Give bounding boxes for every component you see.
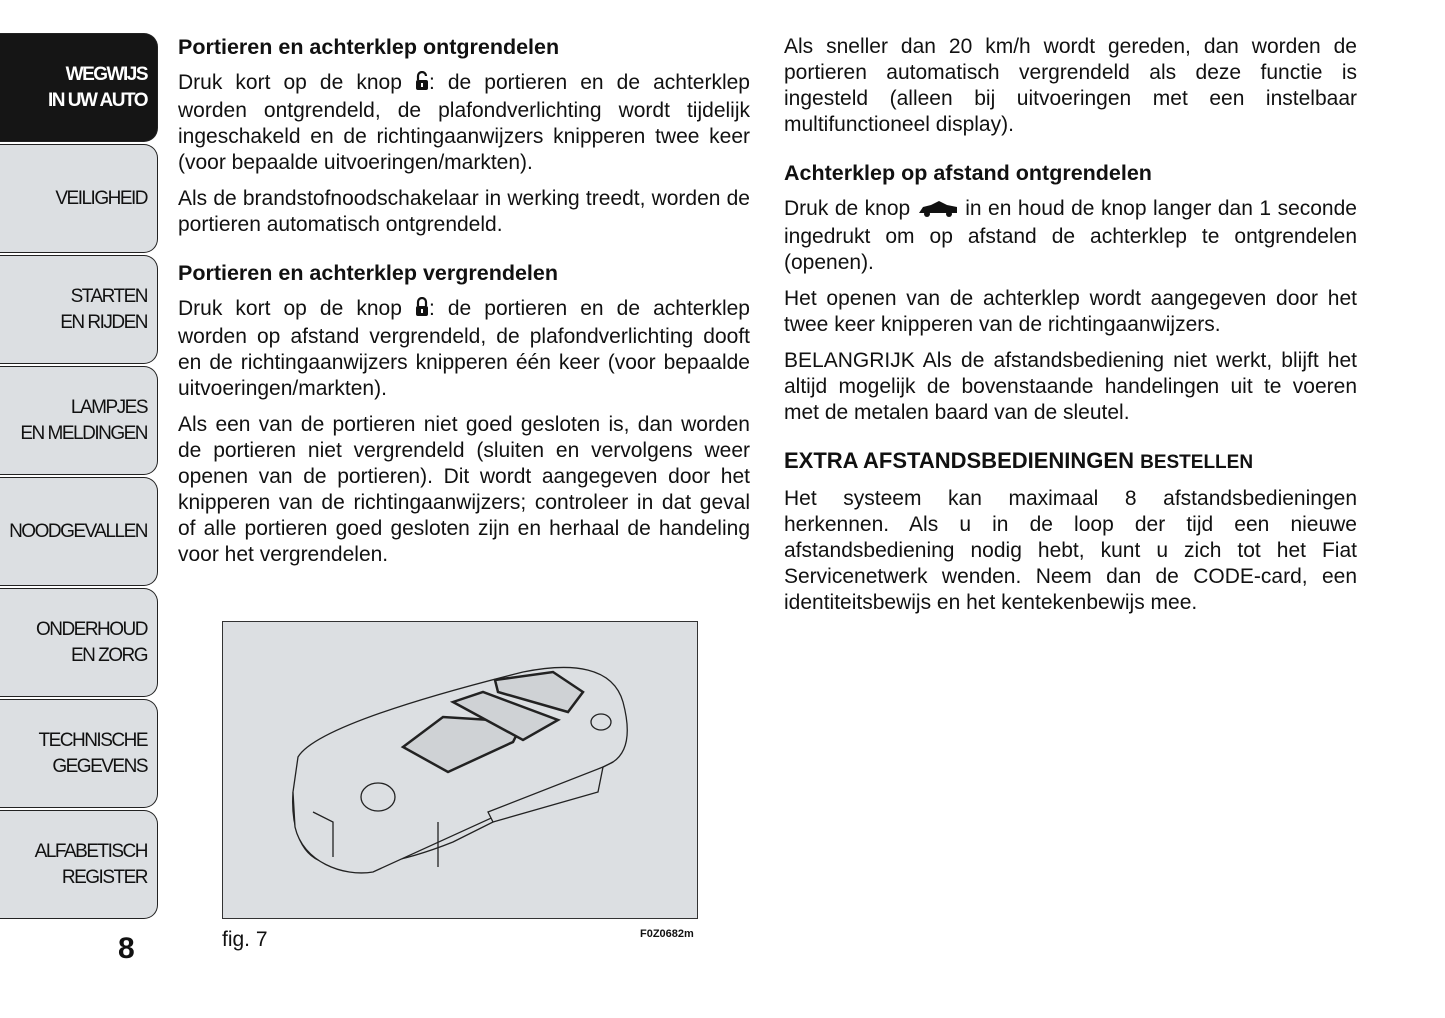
text: BESTELLEN (1140, 452, 1254, 473)
text: : de portieren en de achterklep worden ontgrendeld, de plafondverlichting wordt tijdelijk ingeschakeld en de richtingaanwijzers knipperen twee keer (voor bepaalde uitvoeringen/markten). (178, 71, 750, 174)
car-tailgate-icon (917, 198, 959, 224)
paragraph (178, 70, 750, 176)
text: in en houd de knop langer dan 1 seconde ingedrukt om op afstand de achterklep te ontgrendelen (openen). (784, 197, 1357, 274)
tab-starten[interactable]: STARTEN EN RIJDEN (0, 255, 158, 364)
paragraph: BELANGRIJK Als de afstandsbediening niet werkt, blijft het altijd mogelijk de bovenstaande handelingen uit te voeren met de metalen baard van de sleutel. (784, 349, 1357, 424)
tab-noodgevallen[interactable]: NOODGEVALLEN (0, 477, 158, 586)
heading-tailgate: Achterklep op afstand ontgrendelen (784, 161, 1152, 185)
paragraph (784, 196, 1357, 276)
heading-lock: Portieren en achterklep vergrendelen (178, 261, 558, 285)
key-fob-illustration (222, 621, 698, 919)
text: EXTRA AFSTANDSBEDIENINGEN (784, 448, 1141, 473)
lock-icon (415, 297, 429, 324)
right-column (784, 34, 1357, 626)
tab-onderhoud[interactable]: ONDERHOUD EN ZORG (0, 588, 158, 697)
heading-extra-remotes (784, 448, 1357, 476)
unlock-icon (415, 71, 429, 98)
paragraph: Het openen van de achterklep wordt aangegeven door het twee keer knipperen van de richtingaanwijzers. (784, 287, 1357, 336)
paragraph: Als een van de portieren niet goed gesloten is, dan worden de portieren niet vergrendeld (sluiten en vervolgens weer openen van de portieren). Dit wordt aangegeven door het knipperen van de richtingaanwijzers; controleer in dat geval of alle portieren goed gesloten zijn en herhaal de handeling voor het vergrendelen. (178, 413, 750, 566)
figure-caption: fig. 7 (222, 928, 268, 951)
tab-lampjes[interactable]: LAMPJES EN MELDINGEN (0, 366, 158, 475)
tab-technische[interactable]: TECHNISCHE GEGEVENS (0, 699, 158, 808)
text: Druk kort op de knop (178, 71, 415, 94)
tab-register[interactable]: ALFABETISCH REGISTER (0, 810, 158, 919)
paragraph: Het systeem kan maximaal 8 afstandsbedieningen herkennen. Als u in de loop der tijd een nieuwe afstandsbediening nodig hebt, kunt u zich tot het Fiat Servicenetwerk wenden. Neem dan de CODE-card, een identiteitsbewijs en het kentekenbewijs mee. (784, 487, 1357, 614)
text: : de portieren en de achterklep worden op afstand vergrendeld, de plafondverlichting dooft en de richtingaanwijzers knipperen één keer (voor bepaalde uitvoeringen/markten). (178, 297, 750, 400)
paragraph: Als sneller dan 20 km/h wordt gereden, dan worden de portieren automatisch vergrendeld als deze functie is ingesteld (alleen bij uitvoeringen met een instelbaar multifunctioneel display). (784, 35, 1357, 136)
tab-wegwijs[interactable]: WEGWIJS IN UW AUTO (0, 33, 158, 142)
heading-unlock: Portieren en achterklep ontgrendelen (178, 35, 560, 59)
left-column (178, 34, 750, 578)
figure-code: F0Z0682m (640, 928, 694, 940)
page-number: 8 (118, 932, 135, 965)
chapter-tabs (0, 33, 158, 921)
paragraph: Als de brandstofnoodschakelaar in werking treedt, worden de portieren automatisch ontgrendeld. (178, 187, 750, 236)
tab-veiligheid[interactable]: VEILIGHEID (0, 144, 158, 253)
paragraph (178, 296, 750, 402)
text: Druk de knop (784, 197, 917, 220)
text: Druk kort op de knop (178, 297, 415, 320)
